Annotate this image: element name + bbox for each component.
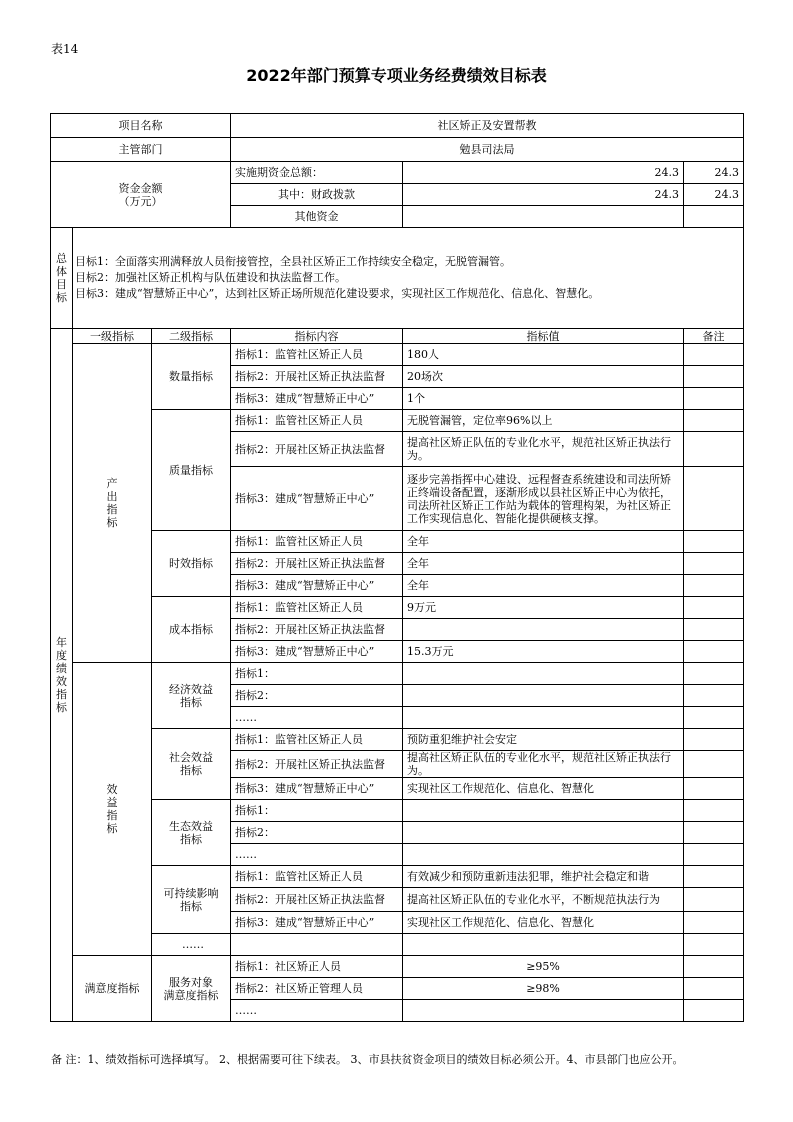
indicator-value: 提高社区矫正队伍的专业化水平，规范社区矫正执法行为。 [403, 751, 684, 778]
table-row [51, 866, 744, 888]
indicator-remark [684, 685, 744, 707]
indicator-value: 全年 [403, 553, 684, 575]
indicator-remark [684, 597, 744, 619]
indicator-content: 指标3：建成“智慧矫正中心” [231, 575, 403, 597]
funds-value-2 [684, 206, 744, 228]
output-group-name: 数量指标 [152, 344, 231, 410]
indicator-content: 指标2：开展社区矫正执法监督 [231, 751, 403, 778]
indicator-value: 实现社区工作规范化、信息化、智慧化 [403, 778, 684, 800]
indicator-value: 实现社区工作规范化、信息化、智慧化 [403, 912, 684, 934]
indicator-remark [684, 388, 744, 410]
table-row [51, 410, 744, 432]
benefit-group-name: 生态效益 指标 [152, 800, 231, 866]
output-group-name: 时效指标 [152, 531, 231, 597]
page-title: 2022年部门预算专项业务经费绩效目标表 [246, 66, 547, 85]
indicator-content: 指标1：监管社区矫正人员 [231, 344, 403, 366]
indicator-value: 逐步完善指挥中心建设、远程督查系统建设和司法所矫正终端设备配置，逐渐形成以县社区矫正中心为依托，司法所社区矫正工作站为载体的管理构架，为社区矫正工作实现信息化、智能化提供硬核支撑。 [403, 467, 684, 531]
table-row [51, 934, 744, 956]
header-content: 指标内容 [231, 329, 403, 344]
funds-row-label: 实施期资金总额： [231, 162, 403, 184]
table-row [51, 162, 744, 184]
indicator-content: 指标3：建成“智慧矫正中心” [231, 388, 403, 410]
table-row [51, 800, 744, 822]
indicator-content: …… [231, 844, 403, 866]
indicator-value: ≥95% [403, 956, 684, 978]
indicator-value [403, 934, 684, 956]
indicator-remark [684, 751, 744, 778]
indicator-value [403, 844, 684, 866]
funds-value-1 [403, 206, 684, 228]
funds-value-1: 24.3 [403, 162, 684, 184]
indicator-remark [684, 531, 744, 553]
benefit-group-name: 可持续影响 指标 [152, 866, 231, 934]
indicator-content [231, 934, 403, 956]
table-row [51, 114, 744, 138]
indicator-value: 全年 [403, 531, 684, 553]
indicator-value [403, 663, 684, 685]
indicator-value [403, 1000, 684, 1022]
indicator-content: 指标1：监管社区矫正人员 [231, 410, 403, 432]
indicator-remark [684, 1000, 744, 1022]
table-row [51, 729, 744, 751]
indicator-remark [684, 344, 744, 366]
satisfaction-indicators-label: 满意度指标 [73, 956, 152, 1022]
indicator-content: …… [231, 707, 403, 729]
dept-value: 勉县司法局 [231, 138, 744, 162]
indicator-remark [684, 366, 744, 388]
indicator-content: 指标2： [231, 822, 403, 844]
funds-value-2: 24.3 [684, 184, 744, 206]
indicator-content: …… [231, 1000, 403, 1022]
indicator-content: 指标1： [231, 663, 403, 685]
indicator-remark [684, 844, 744, 866]
indicator-content: 指标1：社区矫正人员 [231, 956, 403, 978]
indicator-content: 指标1：监管社区矫正人员 [231, 729, 403, 751]
indicator-value: 提高社区矫正队伍的专业化水平，不断规范执法行为 [403, 888, 684, 912]
indicator-content: 指标2：社区矫正管理人员 [231, 978, 403, 1000]
indicator-remark [684, 956, 744, 978]
indicator-remark [684, 978, 744, 1000]
benefit-group-name: 社会效益 指标 [152, 729, 231, 800]
indicator-remark [684, 553, 744, 575]
indicator-remark [684, 619, 744, 641]
table-number: 表14 [51, 42, 79, 56]
indicator-value: 预防重犯维护社会安定 [403, 729, 684, 751]
indicator-value: 15.3万元 [403, 641, 684, 663]
dept-label: 主管部门 [51, 138, 231, 162]
indicator-remark [684, 934, 744, 956]
table-row [51, 531, 744, 553]
table-row [51, 344, 744, 366]
funds-row-label: 其他资金 [231, 206, 403, 228]
indicator-content: 指标1：监管社区矫正人员 [231, 531, 403, 553]
project-name-label: 项目名称 [51, 114, 231, 138]
indicator-remark [684, 467, 744, 531]
indicator-value [403, 707, 684, 729]
indicator-remark [684, 912, 744, 934]
output-group-name: 成本指标 [152, 597, 231, 663]
indicator-value [403, 800, 684, 822]
indicator-value: 提高社区矫正队伍的专业化水平，规范社区矫正执法行为。 [403, 432, 684, 467]
indicator-remark [684, 707, 744, 729]
indicator-content: 指标2：开展社区矫正执法监督 [231, 366, 403, 388]
funds-label: 资金金额 （万元） [51, 162, 231, 228]
benefit-ellipsis: …… [152, 934, 231, 956]
indicator-value: 全年 [403, 575, 684, 597]
indicator-content: 指标3：建成“智慧矫正中心” [231, 778, 403, 800]
footer-note: 备 注：1、绩效指标可选择填写。 2、根据需要可往下续表。 3、市县扶贫资金项目的绩效目标必须公开。4、市县部门也应公开。 [51, 1053, 684, 1066]
output-group-name: 质量指标 [152, 410, 231, 531]
indicator-value: 180人 [403, 344, 684, 366]
table-row [51, 329, 744, 344]
header-level2: 二级指标 [152, 329, 231, 344]
annual-indicators-label: 年 度 绩 效 指 标 [51, 329, 73, 1022]
output-indicators-label: 产 出 指 标 [73, 344, 152, 663]
header-value: 指标值 [403, 329, 684, 344]
indicator-value: 无脱管漏管，定位率96%以上 [403, 410, 684, 432]
indicator-remark [684, 410, 744, 432]
funds-value-2: 24.3 [684, 162, 744, 184]
overall-goals-text: 目标1：全面落实刑满释放人员衔接管控，全县社区矫正工作持续安全稳定，无脱管漏管。 目标2：加强社区矫正机构与队伍建设和执法监督工作。 目标3：建成“智慧矫正中心”，达到社区矫正场所规范化建设要求，实现社区工作规范化、信息化、智慧化。 [73, 228, 744, 329]
indicator-content: 指标2： [231, 685, 403, 707]
indicator-content: 指标3：建成“智慧矫正中心” [231, 641, 403, 663]
indicator-content: 指标2：开展社区矫正执法监督 [231, 888, 403, 912]
overall-goals-label: 总 体 目 标 [51, 228, 73, 329]
indicator-content: 指标1：监管社区矫正人员 [231, 866, 403, 888]
benefit-indicators-label: 效 益 指 标 [73, 663, 152, 956]
indicator-content: 指标1：监管社区矫正人员 [231, 597, 403, 619]
indicator-content: 指标3：建成“智慧矫正中心” [231, 467, 403, 531]
indicator-value: 有效减少和预防重新违法犯罪，维护社会稳定和谐 [403, 866, 684, 888]
table-row [51, 663, 744, 685]
satisfaction-group-name: 服务对象 满意度指标 [152, 956, 231, 1022]
indicator-remark [684, 663, 744, 685]
indicator-remark [684, 888, 744, 912]
indicator-remark [684, 778, 744, 800]
indicator-value: 9万元 [403, 597, 684, 619]
indicator-remark [684, 822, 744, 844]
table-row [51, 956, 744, 978]
indicator-remark [684, 729, 744, 751]
header-level1: 一级指标 [73, 329, 152, 344]
benefit-group-name: 经济效益 指标 [152, 663, 231, 729]
indicator-value: ≥98% [403, 978, 684, 1000]
performance-table [50, 113, 744, 1022]
indicator-remark [684, 641, 744, 663]
indicator-content: 指标1： [231, 800, 403, 822]
indicator-remark [684, 432, 744, 467]
indicator-value: 1个 [403, 388, 684, 410]
indicator-value [403, 685, 684, 707]
indicator-value [403, 822, 684, 844]
indicator-remark [684, 800, 744, 822]
indicator-content: 指标2：开展社区矫正执法监督 [231, 432, 403, 467]
funds-value-1: 24.3 [403, 184, 684, 206]
indicator-content: 指标2：开展社区矫正执法监督 [231, 619, 403, 641]
indicator-content: 指标2：开展社区矫正执法监督 [231, 553, 403, 575]
indicator-value: 20场次 [403, 366, 684, 388]
project-name-value: 社区矫正及安置帮教 [231, 114, 744, 138]
header-remark: 备注 [684, 329, 744, 344]
table-row [51, 138, 744, 162]
table-row [51, 228, 744, 329]
table-row [51, 597, 744, 619]
indicator-content: 指标3：建成“智慧矫正中心” [231, 912, 403, 934]
indicator-value [403, 619, 684, 641]
funds-row-label: 其中：财政拨款 [231, 184, 403, 206]
indicator-remark [684, 575, 744, 597]
indicator-remark [684, 866, 744, 888]
